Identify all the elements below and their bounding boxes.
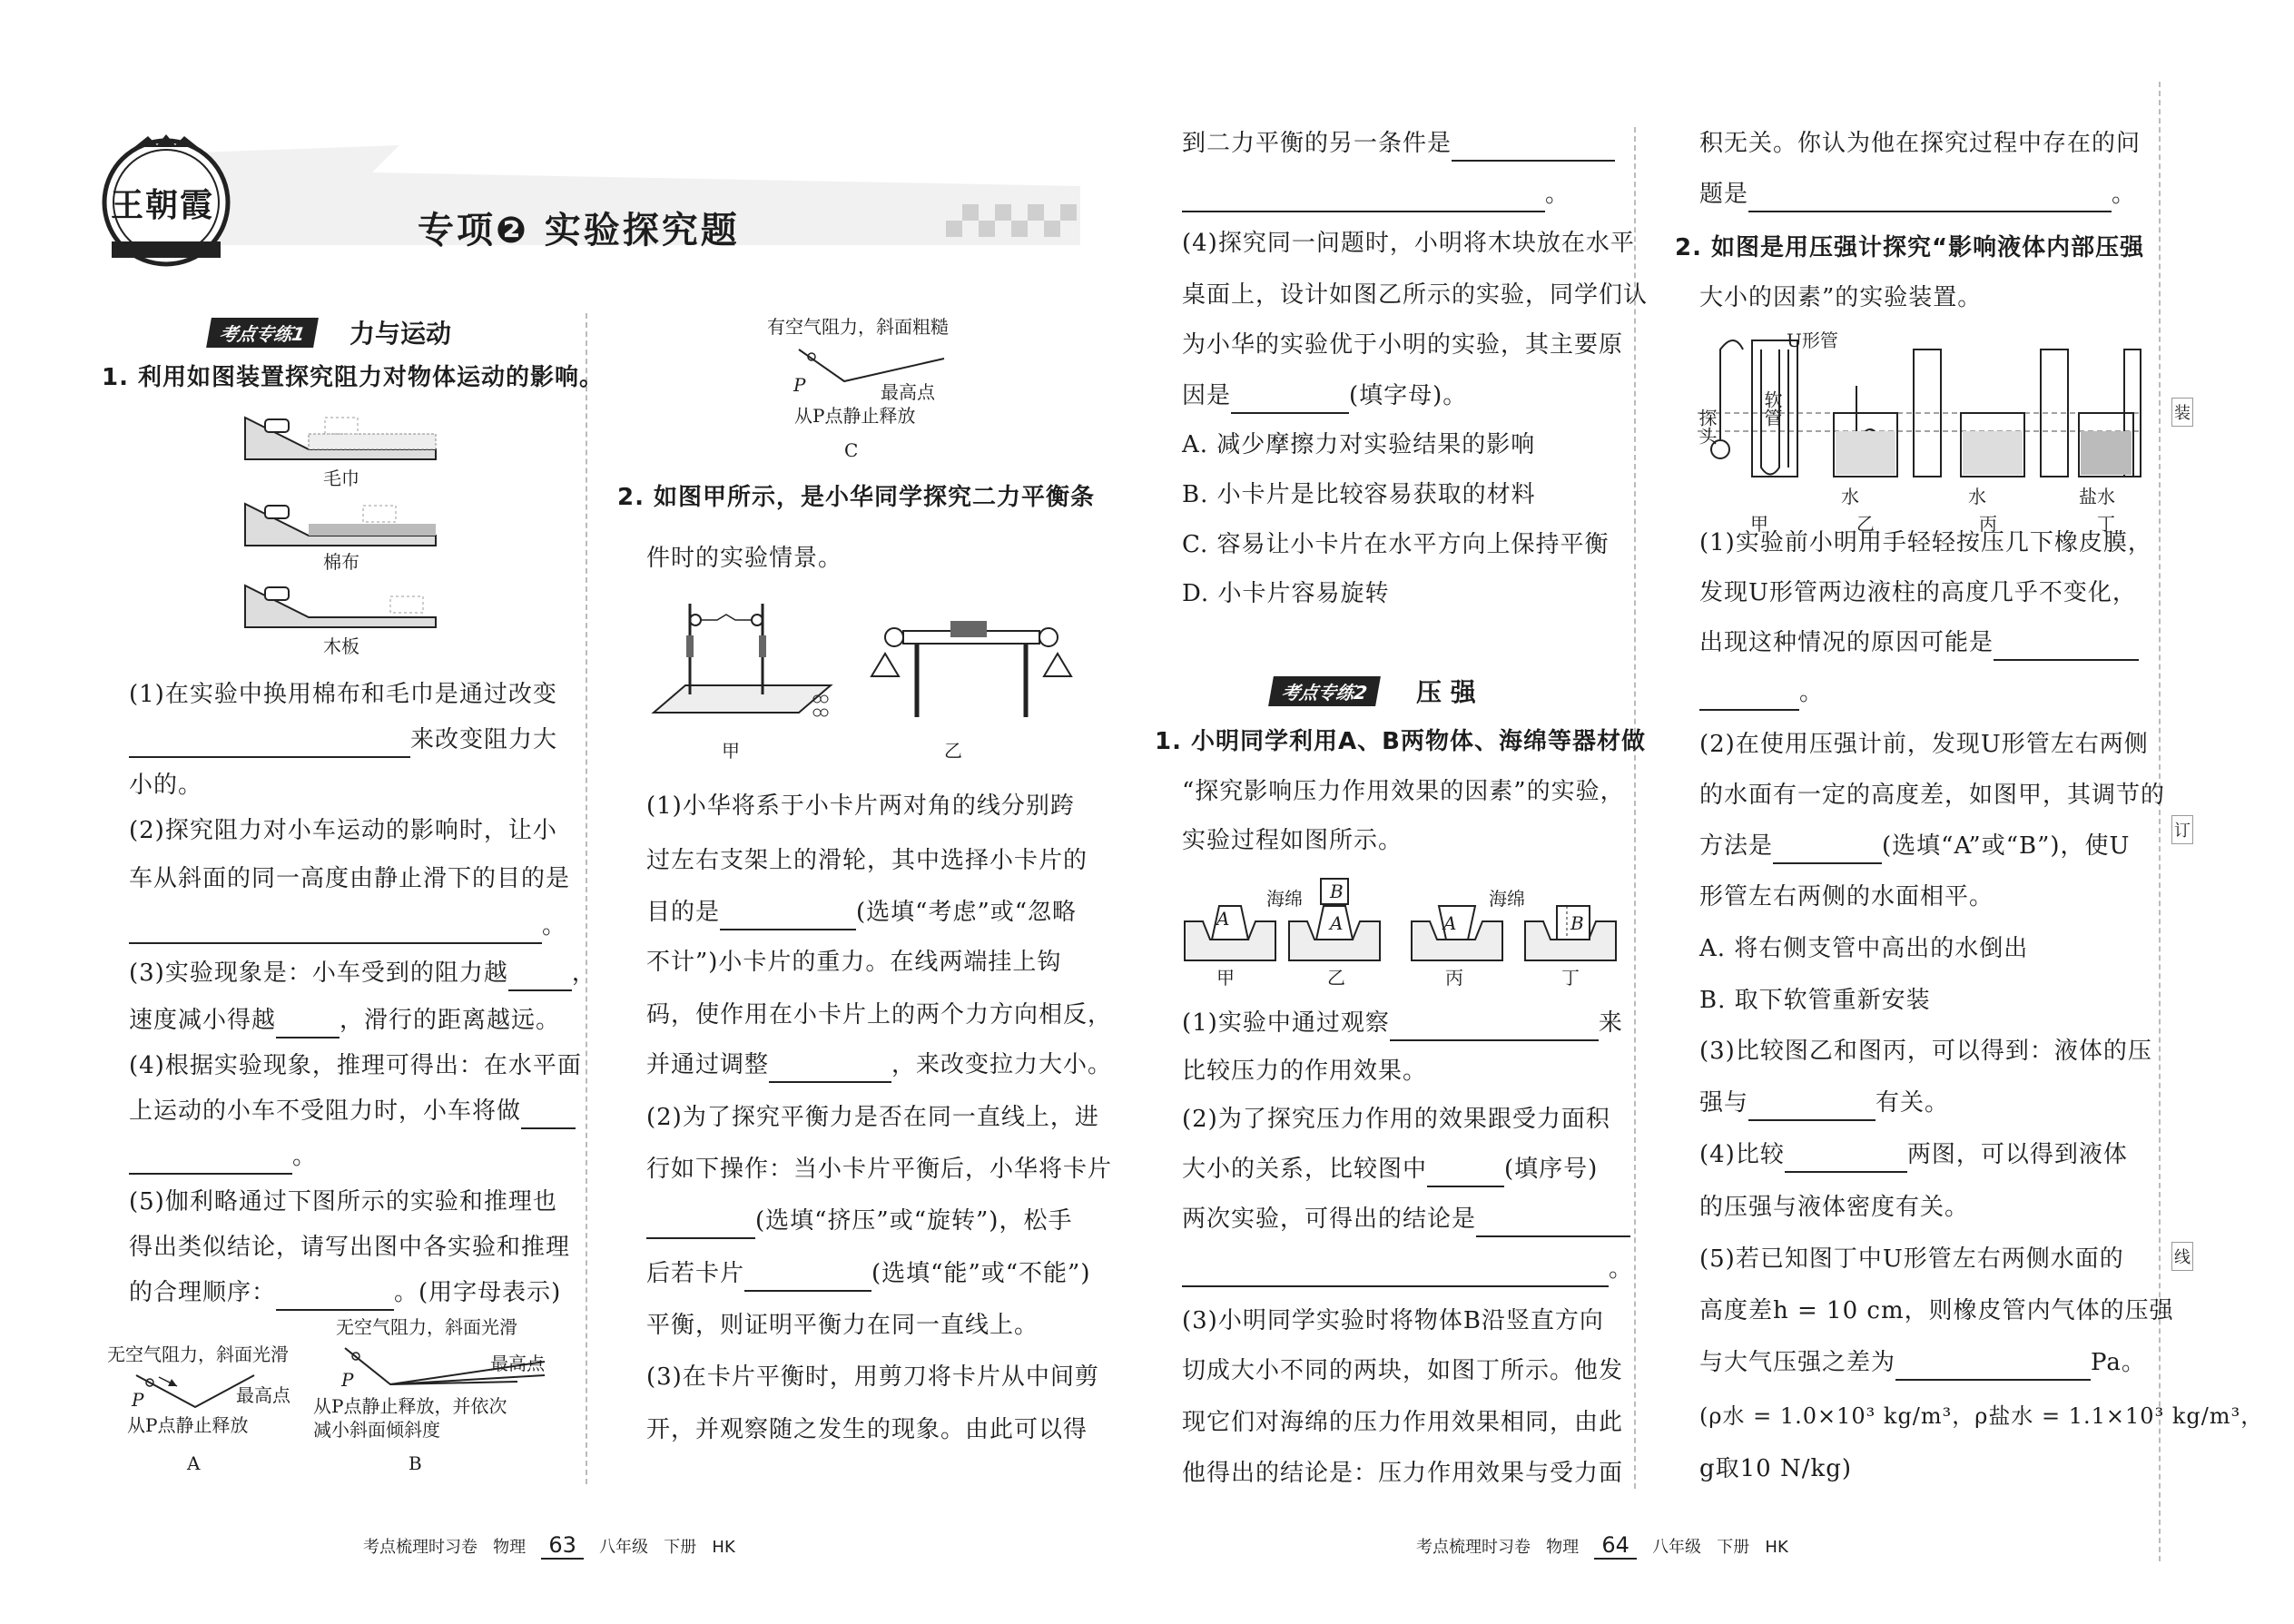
- answer-blank[interactable]: [1748, 1092, 1876, 1121]
- q3-p3e: 积无关。你认为他在探究过程中存在的问: [1699, 130, 2141, 157]
- q4-stem2: 大小的因素”的实验装置。: [1699, 284, 1983, 311]
- q2-p1b: 过左右支架上的滑轮，其中选择小卡片的: [646, 847, 1088, 874]
- figure-label: 甲: [1216, 967, 1235, 989]
- q3-p2a: (2)为了探究压力作用的效果跟受力面积: [1182, 1106, 1610, 1133]
- q3-stem2: “探究影响压力作用效果的因素”的实验，: [1182, 778, 1625, 805]
- q1-p1a: (1)在实验中换用棉布和毛巾是通过改变: [129, 681, 557, 708]
- q3-stem3: 实验过程如图所示。: [1182, 827, 1403, 854]
- answer-blank[interactable]: [1748, 183, 2112, 212]
- q4-p1d: 。: [1699, 674, 1824, 711]
- q4-p1c: 出现这种情况的原因可能是: [1699, 625, 2139, 661]
- q4-p2d: 形管左右两侧的水面相平。: [1699, 883, 1994, 910]
- footer-right: 考点梳理时习卷 物理 64 八年级 下册 HK: [1416, 1532, 1788, 1558]
- soft-tube-label: 软管: [1761, 390, 1783, 427]
- figure-label: 乙: [1327, 967, 1345, 989]
- fig-c-high: 最高点: [881, 381, 935, 403]
- q3-p1a: (1)实验中通过观察 来: [1182, 1005, 1623, 1041]
- answer-blank[interactable]: [276, 1009, 340, 1038]
- block-b-label: B: [1570, 912, 1584, 934]
- q4-option-b: B. 取下软管重新安装: [1699, 987, 1931, 1014]
- q1-p5a: (5)伽利略通过下图所示的实验和推理也: [129, 1188, 557, 1216]
- footer-left: 考点梳理时习卷 物理 63 八年级 下册 HK: [363, 1532, 735, 1558]
- q4-p2a: (2)在使用压强计前，发现U形管左右两侧: [1699, 731, 2149, 758]
- ramp-figure-cotton: [245, 495, 445, 549]
- q2-p2c: (选填“挤压”或“旋转”)，松手: [646, 1203, 1072, 1239]
- answer-blank[interactable]: [129, 729, 410, 758]
- answer-blank[interactable]: [276, 1282, 394, 1311]
- page-number: 64: [1594, 1532, 1637, 1560]
- fig-c-p: P: [793, 374, 806, 396]
- fig-b-note: 无空气阻力，斜面光滑: [336, 1316, 517, 1338]
- q2-p2b: 行如下操作：当小卡片平衡后，小华将卡片: [646, 1156, 1113, 1183]
- q4-p5c: 与大气压强之差为 Pa。: [1699, 1344, 2146, 1381]
- q1-p2a: (2)探究阻力对小车运动的影响时，让小: [129, 817, 557, 844]
- figure-label: 丙: [1979, 513, 1997, 535]
- column-divider: [586, 313, 587, 1484]
- ramp-figure-towel: [245, 408, 445, 463]
- block-b-label: B: [1330, 881, 1344, 902]
- answer-blank[interactable]: [1182, 1258, 1609, 1287]
- answer-blank[interactable]: [1895, 1352, 2091, 1381]
- q2-option-c: C. 容易让小卡片在水平方向上保持平衡: [1182, 531, 1610, 558]
- q2-p3a: (3)在卡片平衡时，用剪刀将卡片从中间剪: [646, 1363, 1099, 1391]
- q1-p4c: 。: [129, 1138, 317, 1175]
- answer-blank[interactable]: [646, 1210, 755, 1239]
- figure-card-balance: [645, 595, 844, 740]
- q4-option-a: A. 将右侧支管中高出的水倒出: [1699, 935, 2029, 962]
- figure-label: 丙: [1445, 967, 1463, 989]
- q2-p2d: 后若卡片 (选填“能”或“不能”): [646, 1255, 1090, 1292]
- q2-option-b: B. 小卡片是比较容易获取的材料: [1182, 481, 1536, 508]
- fig-b-high: 最高点: [490, 1353, 545, 1374]
- q4-p2b: 的水面有一定的高度差，如图甲，其调节的: [1699, 782, 2166, 809]
- answer-blank[interactable]: [1390, 1012, 1599, 1041]
- q2-option-a: A. 减少摩擦力对实验结果的影响: [1182, 431, 1536, 458]
- q1-p1b: 来改变阻力大: [129, 722, 557, 758]
- answer-blank[interactable]: [1785, 1144, 1907, 1173]
- q1-p3a: (3)实验现象是：小车受到的阻力越 ，: [129, 955, 596, 991]
- answer-blank[interactable]: [744, 1263, 871, 1292]
- q2-p1a: (1)小华将系于小卡片两对角的线分别跨: [646, 792, 1075, 820]
- q3-p2d: 。: [1182, 1251, 1633, 1287]
- answer-blank[interactable]: [129, 1146, 292, 1175]
- logo-text: 王朝霞: [111, 186, 215, 224]
- column-divider: [1634, 127, 1636, 1489]
- figure-label: 甲: [1750, 513, 1768, 535]
- q1-p4a: (4)根据实验现象，推理可得出：在水平面: [129, 1052, 582, 1079]
- sponge-label: 海绵: [1489, 888, 1525, 910]
- figure-label: 毛巾: [323, 468, 359, 489]
- q4-p5e: g取10 N/kg): [1699, 1455, 1853, 1482]
- sponge-a-label: A: [1216, 908, 1230, 930]
- answer-blank[interactable]: [508, 962, 572, 991]
- answer-blank[interactable]: [521, 1100, 576, 1129]
- q3-p3b: 切成大小不同的两块，如图丁所示。他发: [1182, 1357, 1624, 1384]
- q3-p2b: 大小的关系，比较图中 (填序号): [1182, 1151, 1598, 1187]
- q4-p5b: 高度差h = 10 cm，则橡皮管内气体的压强: [1699, 1297, 2174, 1324]
- fig-a-note: 无空气阻力，斜面光滑: [107, 1343, 289, 1365]
- q2-p3b: 开，并观察随之发生的现象。由此可以得: [646, 1416, 1088, 1443]
- figure-label: 乙: [1856, 513, 1875, 535]
- q4-p5d: (ρ水 = 1.0×10³ kg/m³，ρ盐水 = 1.1×10³ kg/m³，: [1699, 1403, 2264, 1429]
- section-tag: 考点专练1: [206, 318, 319, 348]
- figure-block-table: [867, 617, 1076, 726]
- question-2-stem: 2. 如图甲所示，是小华同学探究二力平衡条: [617, 484, 1096, 511]
- binding-mark: 装: [2171, 398, 2193, 427]
- fig-b-release: 从P点静止释放，并依次: [313, 1395, 507, 1417]
- answer-blank[interactable]: [1699, 682, 1799, 711]
- page-number: 63: [541, 1532, 584, 1560]
- q4-p3a: (3)比较图乙和图丙，可以得到：液体的压: [1699, 1038, 2152, 1065]
- fig-b-release2: 减小斜面倾斜度: [313, 1419, 440, 1441]
- q3-p3f: 题是 。: [1699, 176, 2136, 212]
- figure-label: 木板: [323, 635, 359, 657]
- water-label: 水: [1968, 486, 1986, 507]
- section-tag: 考点专练2: [1268, 676, 1381, 706]
- q3-p3a: (3)小明同学实验时将物体B沿竖直方向: [1182, 1307, 1604, 1334]
- binding-mark: 线: [2171, 1242, 2193, 1271]
- sponge-label: 海绵: [1266, 888, 1303, 910]
- q2-p4c: 为小华的实验优于小明的实验，其主要原: [1182, 331, 1624, 359]
- q1-p5c: 的合理顺序： 。(用字母表示): [129, 1275, 561, 1311]
- figure-label: 丁: [1561, 967, 1580, 989]
- water-label: 水: [1841, 486, 1859, 507]
- fig-a-release: 从P点静止释放: [127, 1414, 249, 1436]
- q2-p1e: 码，使作用在小卡片上的两个力方向相反，: [646, 1001, 1113, 1029]
- saltwater-label: 盐水: [2079, 486, 2115, 507]
- answer-blank[interactable]: [129, 915, 542, 944]
- q2-p4d: 因是 (填字母)。: [1182, 378, 1467, 414]
- q3-p2c: 两次实验，可得出的结论是: [1182, 1201, 1630, 1237]
- answer-blank[interactable]: [1773, 835, 1882, 864]
- q4-p4a: (4)比较 两图，可以得到液体: [1699, 1137, 2128, 1173]
- question-3-stem: 1. 小明同学利用A、B两物体、海绵等器材做: [1155, 728, 1646, 755]
- fig-c-note: 有空气阻力，斜面粗糙: [767, 316, 949, 338]
- q2-option-d: D. 小卡片容易旋转: [1182, 580, 1390, 607]
- answer-blank[interactable]: [1427, 1158, 1504, 1187]
- answer-blank[interactable]: [1182, 183, 1545, 212]
- q4-p4b: 的压强与液体密度有关。: [1699, 1194, 1970, 1221]
- sponge-a-label: A: [1443, 912, 1457, 934]
- fig-b-p: P: [341, 1369, 354, 1391]
- answer-blank[interactable]: [1452, 133, 1615, 162]
- answer-blank[interactable]: [1231, 385, 1349, 414]
- q2-p3c: 到二力平衡的另一条件是: [1182, 125, 1615, 162]
- q1-p2b: 车从斜面的同一高度由静止滑下的目的是: [129, 865, 571, 892]
- q3-p3d: 他得出的结论是：压力作用效果与受力面: [1182, 1460, 1624, 1487]
- figure-label: 乙: [944, 740, 962, 762]
- section-name: 压 强: [1416, 677, 1476, 707]
- question-1-stem: 1. 利用如图装置探究阻力对物体运动的影响。: [102, 364, 605, 391]
- q2-p2e: 平衡，则证明平衡力在同一直线上。: [646, 1312, 1039, 1339]
- q3-p1b: 比较压力的作用效果。: [1182, 1058, 1428, 1085]
- q2-p2a: (2)为了探究平衡力是否在同一直线上，进: [646, 1104, 1099, 1131]
- q2-p4b: 桌面上，设计如图乙所示的实验，同学们认: [1182, 281, 1649, 309]
- q4-p1b: 发现U形管两边液柱的高度几乎不变化，: [1699, 579, 2137, 606]
- q1-p2c: 。: [129, 908, 566, 944]
- utube-label: U形管: [1787, 330, 1838, 351]
- q1-p3b: 速度减小得越 ，滑行的距离越远。: [129, 1002, 560, 1038]
- q4-p1a: (1)实验前小明用手轻轻按压几下橡皮膜，: [1699, 529, 2152, 556]
- q4-p3b: 强与 有关。: [1699, 1085, 1949, 1121]
- q3-p3c: 现它们对海绵的压力作用效果相同，由此: [1182, 1409, 1624, 1436]
- q2-p1c: 目的是 (选填“考虑”或“忽略: [646, 894, 1077, 930]
- answer-blank[interactable]: [1476, 1208, 1630, 1237]
- q2-p1f: 并通过调整 ，来改变拉力大小。: [646, 1047, 1112, 1083]
- figure-label: 丁: [2097, 513, 2115, 535]
- answer-blank[interactable]: [1994, 632, 2139, 661]
- fig-b-id: B: [409, 1452, 422, 1474]
- binding-mark: 订: [2171, 815, 2193, 844]
- ramp-figure-board: [245, 576, 445, 631]
- q2-p4a: (4)探究同一问题时，小明将木块放在水平: [1182, 230, 1635, 257]
- binding-line: [2159, 82, 2161, 1561]
- q1-p1c: 小的。: [129, 772, 203, 799]
- fig-a-high: 最高点: [236, 1384, 290, 1406]
- fig-a-id: A: [187, 1452, 201, 1474]
- q1-p4b: 上运动的小车不受阻力时，小车将做: [129, 1093, 576, 1129]
- block-a-label: A: [1330, 912, 1344, 934]
- q2-stem2: 件时的实验情景。: [646, 545, 843, 572]
- answer-blank[interactable]: [720, 901, 856, 930]
- probe-label: 探头: [1696, 408, 1718, 445]
- section-name: 力与运动: [350, 319, 452, 349]
- figure-label: 棉布: [323, 551, 359, 573]
- figure-label: 甲: [722, 740, 740, 762]
- q4-p2c: 方法是 (选填“A”或“B”)，使U: [1699, 828, 2130, 864]
- fig-a-p: P: [132, 1389, 144, 1411]
- q2-p1d: 不计”)小卡片的重力。在线两端挂上钩: [646, 949, 1062, 976]
- chapter-title: 专项❷ 实验探究题: [418, 210, 740, 251]
- answer-blank[interactable]: [769, 1054, 891, 1083]
- q2-p3d: 。: [1182, 176, 1570, 212]
- q1-p5b: 得出类似结论，请写出图中各实验和推理: [129, 1234, 571, 1261]
- fig-c-id: C: [844, 439, 859, 461]
- fig-c-release: 从P点静止释放: [794, 405, 916, 427]
- question-4-stem: 2. 如图是用压强计探究“影响液体内部压强: [1675, 234, 2145, 261]
- q4-p5a: (5)若已知图丁中U形管左右两侧水面的: [1699, 1245, 2124, 1273]
